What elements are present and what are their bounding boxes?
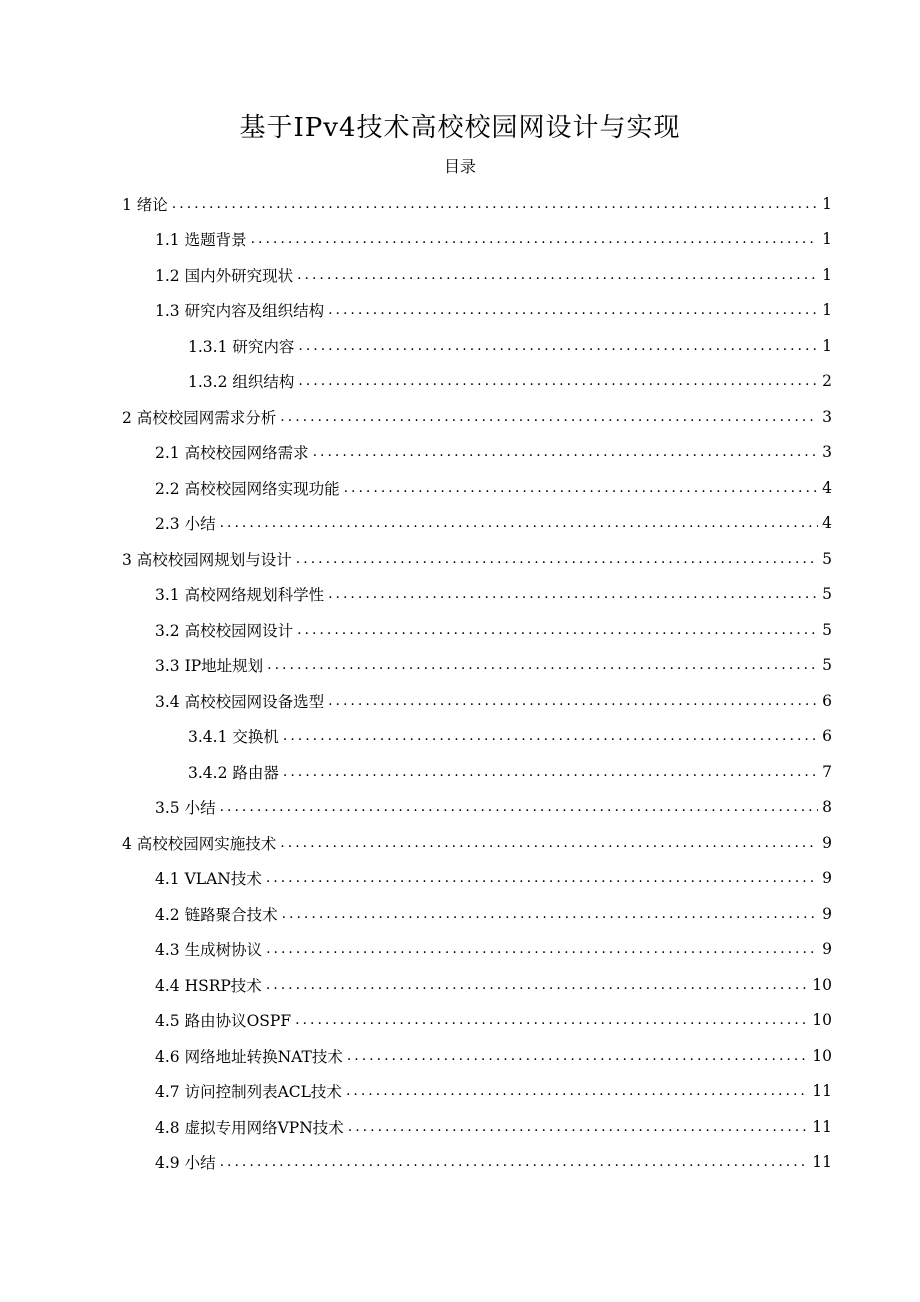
toc-leader-dots <box>328 586 818 602</box>
toc-entry[interactable] <box>0 1074 920 1110</box>
toc-entry-title: 4.9 小结 <box>155 1154 216 1173</box>
toc-leader-dots <box>266 977 808 993</box>
toc-leader-dots <box>282 906 819 922</box>
toc-leader-dots <box>313 444 819 460</box>
toc-page-number: 1 <box>822 265 832 284</box>
toc-leader-dots <box>344 480 819 496</box>
toc-entry-title: 1.2 国内外研究现状 <box>155 266 294 285</box>
toc-entry[interactable] <box>0 754 920 790</box>
toc-entry[interactable] <box>0 967 920 1003</box>
toc-leader-dots <box>295 1012 808 1028</box>
toc-entry[interactable] <box>0 683 920 719</box>
toc-entry[interactable] <box>0 506 920 542</box>
toc-leader-dots <box>297 622 818 638</box>
toc-entry-title: 4.7 访问控制列表ACL技术 <box>155 1083 342 1102</box>
toc-entry-title: 3.3 IP地址规划 <box>155 657 264 676</box>
toc-entry[interactable] <box>0 932 920 968</box>
toc-leader-dots <box>298 338 818 354</box>
toc-page-number: 5 <box>822 585 832 604</box>
toc-leader-dots <box>266 941 818 957</box>
toc-page-number: 11 <box>812 1082 832 1101</box>
toc-leader-dots <box>251 231 819 247</box>
toc-entry-title: 4.1 VLAN技术 <box>155 870 262 889</box>
toc-entry-title: 3.2 高校校园网设计 <box>155 621 294 640</box>
toc-entry[interactable] <box>0 861 920 897</box>
toc-entry[interactable] <box>0 1109 920 1145</box>
toc-leader-dots <box>328 693 818 709</box>
toc-page-number: 10 <box>812 1046 832 1065</box>
toc-entry-title: 1.3 研究内容及组织结构 <box>155 302 325 321</box>
toc-page-number: 10 <box>812 975 832 994</box>
toc-entry-title: 1.3.1 研究内容 <box>188 337 295 356</box>
toc-page-number: 10 <box>812 1011 832 1030</box>
toc-leader-dots <box>220 799 819 815</box>
toc-leader-dots <box>297 267 818 283</box>
toc-entry-title: 2.3 小结 <box>155 515 216 534</box>
toc-leader-dots <box>346 1083 808 1099</box>
toc-entry[interactable] <box>0 612 920 648</box>
toc-leader-dots <box>280 835 818 851</box>
toc-leader-dots <box>298 373 818 389</box>
toc-entry-title: 3.4.2 路由器 <box>188 763 279 782</box>
toc-entry-title: 3.4 高校校园网设备选型 <box>155 692 325 711</box>
toc-entry[interactable] <box>0 293 920 329</box>
toc-page-number: 9 <box>822 869 832 888</box>
toc-leader-dots <box>283 728 818 744</box>
toc-entry-title: 2 高校校园网需求分析 <box>122 408 277 427</box>
toc-page-number: 4 <box>822 514 832 533</box>
toc-entry-title: 4 高校校园网实施技术 <box>122 834 277 853</box>
toc-entry[interactable] <box>0 825 920 861</box>
toc-entry[interactable] <box>0 222 920 258</box>
toc-page-number: 5 <box>822 620 832 639</box>
table-of-contents <box>0 186 920 1180</box>
toc-entry[interactable] <box>0 896 920 932</box>
document-title: 基于IPv4技术高校校园网设计与实现 <box>239 113 681 143</box>
toc-page-number: 11 <box>812 1117 832 1136</box>
toc-page-number: 1 <box>822 336 832 355</box>
toc-leader-dots <box>296 551 818 567</box>
toc-page-number: 3 <box>822 443 832 462</box>
toc-entry-title: 2.2 高校校园网络实现功能 <box>155 479 340 498</box>
toc-page-number: 1 <box>822 301 832 320</box>
toc-entry[interactable] <box>0 541 920 577</box>
toc-leader-dots <box>266 870 818 886</box>
toc-entry[interactable] <box>0 435 920 471</box>
toc-page-number: 8 <box>822 798 832 817</box>
toc-entry[interactable] <box>0 719 920 755</box>
toc-entry[interactable] <box>0 1038 920 1074</box>
toc-page-number: 1 <box>822 194 832 213</box>
toc-page-number: 9 <box>822 940 832 959</box>
toc-entry-title: 3.1 高校网络规划科学性 <box>155 586 325 605</box>
toc-entry-title: 1 绪论 <box>122 195 168 214</box>
toc-page-number: 5 <box>822 656 832 675</box>
toc-entry-title: 1.1 选题背景 <box>155 231 247 250</box>
toc-leader-dots <box>172 196 818 212</box>
toc-leader-dots <box>267 657 818 673</box>
toc-entry-title: 4.5 路由协议OSPF <box>155 1012 292 1031</box>
toc-entry-title: 3.5 小结 <box>155 799 216 818</box>
toc-entry[interactable] <box>0 186 920 222</box>
toc-page-number: 6 <box>822 727 832 746</box>
toc-page-number: 4 <box>822 478 832 497</box>
toc-leader-dots <box>348 1119 809 1135</box>
toc-entry-title: 4.4 HSRP技术 <box>155 976 262 995</box>
toc-leader-dots <box>280 409 818 425</box>
toc-heading: 目录 <box>443 157 476 176</box>
toc-entry[interactable] <box>0 399 920 435</box>
toc-leader-dots <box>283 764 818 780</box>
toc-entry[interactable] <box>0 1145 920 1181</box>
toc-entry-title: 4.2 链路聚合技术 <box>155 905 278 924</box>
toc-entry-title: 4.8 虚拟专用网络VPN技术 <box>155 1118 344 1137</box>
toc-page-number: 2 <box>822 372 832 391</box>
toc-page-number: 11 <box>812 1153 832 1172</box>
toc-leader-dots <box>347 1048 808 1064</box>
toc-entry-title: 1.3.2 组织结构 <box>188 373 295 392</box>
toc-entry[interactable] <box>0 470 920 506</box>
toc-entry[interactable] <box>0 257 920 293</box>
toc-page-number: 9 <box>822 904 832 923</box>
toc-entry[interactable] <box>0 328 920 364</box>
toc-page-number: 9 <box>822 833 832 852</box>
toc-entry[interactable] <box>0 648 920 684</box>
toc-page-number: 1 <box>822 230 832 249</box>
toc-entry[interactable] <box>0 790 920 826</box>
toc-page-number: 7 <box>822 762 832 781</box>
toc-page-number: 3 <box>822 407 832 426</box>
toc-entry-title: 3 高校校园网规划与设计 <box>122 550 292 569</box>
toc-page-number: 5 <box>822 549 832 568</box>
toc-leader-dots <box>220 1154 809 1170</box>
toc-entry[interactable] <box>0 577 920 613</box>
toc-entry-title: 4.6 网络地址转换NAT技术 <box>155 1047 343 1066</box>
toc-leader-dots <box>328 302 818 318</box>
toc-entry-title: 3.4.1 交换机 <box>188 728 279 747</box>
toc-entry-title: 2.1 高校校园网络需求 <box>155 444 309 463</box>
toc-page-number: 6 <box>822 691 832 710</box>
toc-leader-dots <box>220 515 819 531</box>
toc-entry[interactable] <box>0 364 920 400</box>
toc-entry[interactable] <box>0 1003 920 1039</box>
toc-entry-title: 4.3 生成树协议 <box>155 941 263 960</box>
